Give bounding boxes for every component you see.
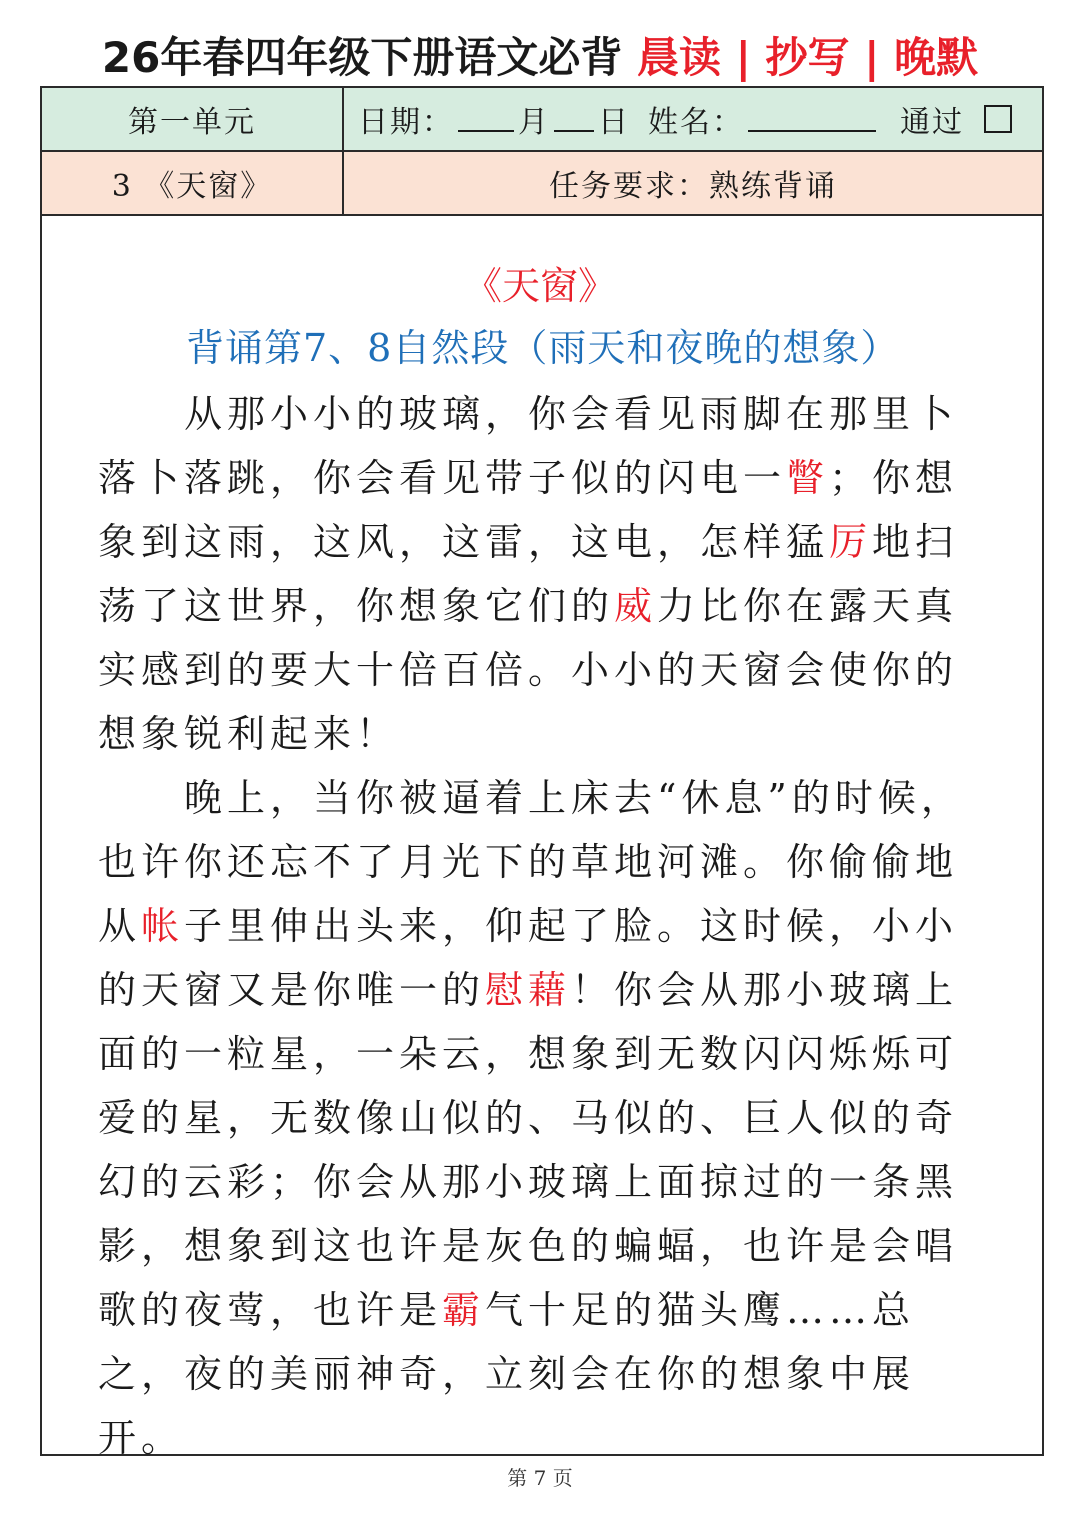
highlighted-character: 厉 bbox=[829, 520, 873, 564]
text-segment: ；你想象到这雨，这风，这雷，这电，怎样猛 bbox=[98, 456, 959, 564]
text-segment: 力比你在露天真实感到的要大十倍百倍。小小的天窗会使你的想象锐利起来！ bbox=[98, 584, 959, 756]
date-label: 日期： bbox=[358, 105, 454, 140]
text-segment: 子里伸出头来，仰起了脸。这时候，小小的天窗又是你唯一的 bbox=[98, 904, 959, 1012]
text-segment: 晚上，当你被逼着上床去“休息”的时候，也许你还忘不了月光下的草地河滩。你偷偷地从 bbox=[98, 776, 964, 948]
highlighted-character: 威 bbox=[614, 584, 658, 628]
paragraph-7 bbox=[98, 382, 978, 766]
month-label: 月 bbox=[518, 105, 550, 140]
day-blank[interactable] bbox=[554, 106, 594, 132]
date-name-cell bbox=[344, 88, 1042, 150]
highlighted-character: 瞥 bbox=[786, 456, 830, 500]
month-blank[interactable] bbox=[458, 106, 514, 132]
recitation-text bbox=[98, 382, 978, 1470]
name-blank[interactable] bbox=[748, 106, 876, 132]
title-accent: 晨读 | 抄写 | 晚默 bbox=[636, 33, 979, 82]
unit-cell: 第一单元 bbox=[42, 88, 344, 150]
page-number: 第 7 页 bbox=[507, 1466, 573, 1490]
text-segment: ！你会从那小玻璃上面的一粒星，一朵云，想象到无数闪闪烁烁可爱的星，无数像山似的、马似的、巨人似的奇幻的云彩；你会从那小玻璃上面掠过的一条黑影，想象到这也许是灰色的蝙蝠，也许是会唱歌的夜莺，也许是 bbox=[98, 968, 959, 1332]
day-label: 日 bbox=[598, 105, 630, 140]
page-title bbox=[0, 30, 1080, 86]
recitation-subtitle: 背诵第7、8自然段（雨天和夜晚的想象） bbox=[186, 326, 900, 370]
lesson-row bbox=[42, 152, 1042, 216]
text-title: 《天窗》 bbox=[463, 264, 616, 308]
info-row bbox=[42, 88, 1042, 152]
highlighted-character: 帐 bbox=[141, 904, 185, 948]
pass-label: 通过 bbox=[900, 105, 964, 140]
text-segment: 气十足的猫头鹰……总之，夜的美丽神奇，立刻会在你的想象中展开。 bbox=[98, 1288, 916, 1460]
pass-checkbox[interactable] bbox=[984, 105, 1012, 133]
name-label: 姓名： bbox=[648, 105, 744, 140]
title-main: 26年春四年级下册语文必背 bbox=[101, 33, 623, 82]
text-segment: 从那小小的玻璃，你会看见雨脚在那里卜落卜落跳，你会看见带子似的闪电一 bbox=[98, 392, 959, 500]
paragraph-8 bbox=[98, 766, 978, 1470]
task-cell: 任务要求：熟练背诵 bbox=[549, 169, 837, 204]
highlighted-character: 慰藉 bbox=[485, 968, 572, 1012]
text-segment: 地扫荡了这世界，你想象它们的 bbox=[98, 520, 959, 628]
highlighted-character: 霸 bbox=[442, 1288, 486, 1332]
lesson-cell: 3 《天窗》 bbox=[42, 152, 344, 214]
